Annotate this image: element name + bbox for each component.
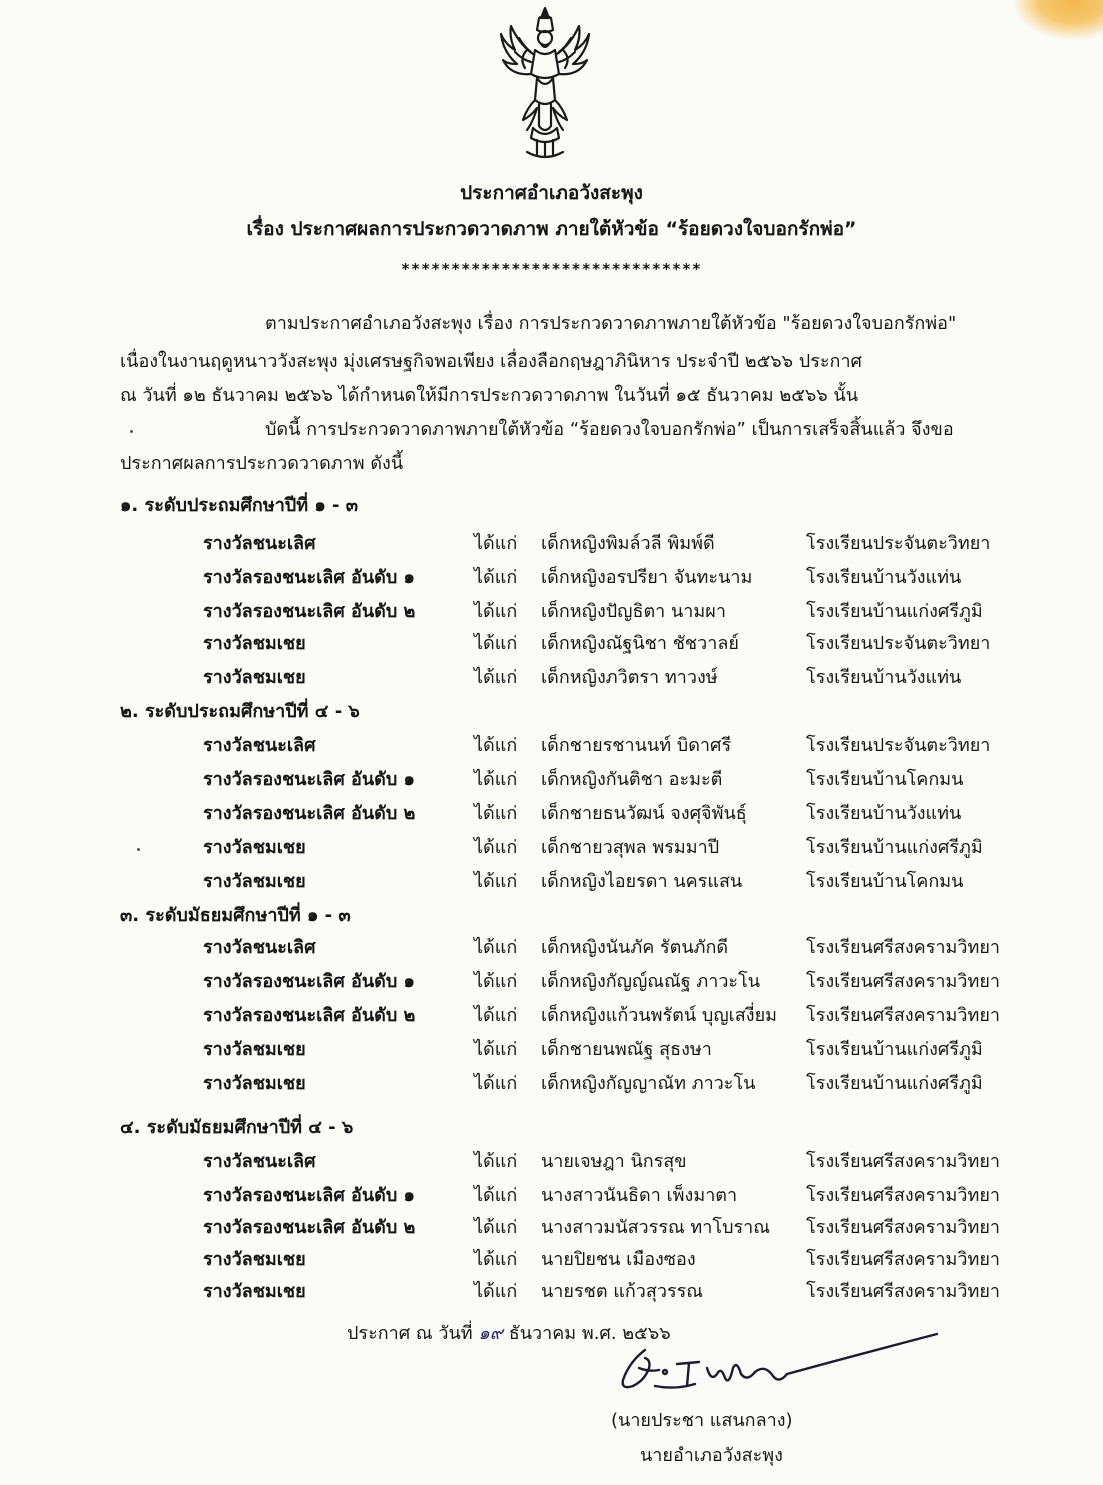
winner-name: เด็กหญิงแก้วนพรัตน์ บุญเสงี่ยม	[541, 1005, 777, 1026]
school-name: โรงเรียนบ้านแก่งศรีภูมิ	[806, 837, 983, 858]
award-label: รางวัลรองชนะเลิศ อันดับ ๑	[203, 1185, 415, 1206]
given-to-label: ได้แก่	[474, 1249, 518, 1270]
given-to-label: ได้แก่	[474, 971, 518, 992]
given-to-label: ได้แก่	[474, 837, 518, 858]
given-to-label: ได้แก่	[474, 1005, 518, 1026]
award-label: รางวัลชมเชย	[203, 1073, 306, 1094]
award-row	[0, 1068, 1103, 1098]
school-name: โรงเรียนศรีสงครามวิทยา	[806, 1217, 1000, 1238]
winner-name: เด็กหญิงกัญญ์ณณัฐ ภาวะโน	[541, 971, 761, 992]
school-name: โรงเรียนศรีสงครามวิทยา	[806, 1005, 1000, 1026]
award-label: รางวัลชนะเลิศ	[203, 1151, 316, 1172]
school-name: โรงเรียนบ้านแก่งศรีภูมิ	[806, 1039, 983, 1060]
winner-name: เด็กชายวสุพล พรมมาปี	[541, 837, 720, 858]
announcement-subject: เรื่อง ประกาศผลการประกวดวาดภาพ ภายใต้หัวข้อ “ร้อยดวงใจบอกรักพ่อ”	[246, 218, 857, 240]
winner-name: เด็กชายนพณัฐ สุธงษา	[541, 1039, 712, 1060]
given-to-label: ได้แก่	[474, 1073, 518, 1094]
school-name: โรงเรียนประจันตะวิทยา	[806, 735, 991, 756]
award-row	[0, 1244, 1103, 1274]
signer-position: นายอำเภอวังสะพุง	[640, 1445, 783, 1466]
section-heading: ๑. ระดับประถมศึกษาปีที่ ๑ - ๓	[120, 495, 359, 516]
award-label: รางวัลชมเชย	[203, 667, 306, 688]
section-heading: ๔. ระดับมัธยมศึกษาปีที่ ๔ - ๖	[120, 1117, 354, 1138]
given-to-label: ได้แก่	[474, 533, 518, 554]
scan-speck	[130, 430, 133, 433]
award-label: รางวัลรองชนะเลิศ อันดับ ๒	[203, 601, 416, 622]
given-to-label: ได้แก่	[474, 1039, 518, 1060]
signature-icon	[615, 1328, 950, 1408]
award-row	[0, 1000, 1103, 1030]
section-heading: ๓. ระดับมัธยมศึกษาปีที่ ๑ - ๓	[120, 905, 351, 926]
award-label: รางวัลรองชนะเลิศ อันดับ ๑	[203, 769, 415, 790]
given-to-label: ได้แก่	[474, 667, 518, 688]
award-label: รางวัลชนะเลิศ	[203, 735, 316, 756]
award-label: รางวัลชมเชย	[203, 837, 306, 858]
school-name: โรงเรียนศรีสงครามวิทยา	[806, 1249, 1000, 1270]
school-name: โรงเรียนประจันตะวิทยา	[806, 633, 991, 654]
given-to-label: ได้แก่	[474, 735, 518, 756]
award-label: รางวัลรองชนะเลิศ อันดับ ๒	[203, 1217, 416, 1238]
winner-name: เด็กหญิงปัญธิตา นามผา	[541, 601, 726, 622]
announce-prefix: ประกาศ ณ วันที่	[347, 1323, 473, 1344]
school-name: โรงเรียนบ้านวังแท่น	[806, 567, 962, 588]
award-row	[0, 764, 1103, 794]
winner-name: เด็กหญิงนันภัค รัตนภักดี	[541, 937, 729, 958]
winner-name: เด็กหญิงไอยรดา นครแสน	[541, 871, 743, 892]
scan-speck	[137, 848, 140, 851]
award-row	[0, 1034, 1103, 1064]
school-name: โรงเรียนศรีสงครามวิทยา	[806, 937, 1000, 958]
award-label: รางวัลชนะเลิศ	[203, 533, 316, 554]
given-to-label: ได้แก่	[474, 633, 518, 654]
given-to-label: ได้แก่	[474, 1185, 518, 1206]
award-label: รางวัลรองชนะเลิศ อันดับ ๑	[203, 971, 415, 992]
garuda-emblem-icon	[497, 4, 593, 164]
winner-name: เด็กหญิงอรปรียา จันทะนาม	[541, 567, 753, 588]
award-row	[0, 832, 1103, 862]
school-name: โรงเรียนศรีสงครามวิทยา	[806, 971, 1000, 992]
given-to-label: ได้แก่	[474, 1217, 518, 1238]
given-to-label: ได้แก่	[474, 937, 518, 958]
award-label: รางวัลชมเชย	[203, 633, 306, 654]
winner-name: นายปิยชน เมืองซอง	[541, 1249, 696, 1270]
award-row	[0, 528, 1103, 558]
award-row	[0, 1212, 1103, 1242]
school-name: โรงเรียนบ้านวังแท่น	[806, 667, 962, 688]
section-heading: ๒. ระดับประถมศึกษาปีที่ ๔ - ๖	[120, 701, 360, 722]
award-row	[0, 932, 1103, 962]
winner-name: เด็กหญิงกันติชา อะมะตี	[541, 769, 723, 790]
winner-name: เด็กชายรชานนท์ บิดาศรี	[541, 735, 732, 756]
divider-stars: ******************************	[401, 260, 702, 278]
school-name: โรงเรียนศรีสงครามวิทยา	[806, 1281, 1000, 1302]
body-para2-line1: บัดนี้ การประกวดวาดภาพภายใต้หัวข้อ “ร้อยดวงใจบอกรักพ่อ” เป็นการเสร็จสิ้นแล้ว จึงขอ	[265, 419, 954, 440]
award-label: รางวัลชมเชย	[203, 1281, 306, 1302]
winner-name: นางสาวมนัสวรรณ ทาโบราณ	[541, 1217, 770, 1238]
award-row	[0, 966, 1103, 996]
winner-name: นายรชต แก้วสุวรรณ	[541, 1281, 703, 1302]
award-row	[0, 1180, 1103, 1210]
given-to-label: ได้แก่	[474, 769, 518, 790]
given-to-label: ได้แก่	[474, 871, 518, 892]
award-label: รางวัลรองชนะเลิศ อันดับ ๑	[203, 567, 415, 588]
announce-suffix: ธันวาคม พ.ศ. ๒๕๖๖	[508, 1323, 671, 1344]
winner-name: เด็กหญิงณัฐนิชา ชัชวาลย์	[541, 633, 739, 654]
body-para1-line3: ณ วันที่ ๑๒ ธันวาคม ๒๕๖๖ ได้กำหนดให้มีการประกวดวาดภาพ ในวันที่ ๑๕ ธันวาคม ๒๕๖๖ นั้น	[120, 385, 859, 406]
school-name: โรงเรียนศรีสงครามวิทยา	[806, 1185, 1000, 1206]
winner-name: เด็กชายธนวัฒน์ จงศุจิพันธุ์	[541, 803, 747, 824]
award-row	[0, 628, 1103, 658]
award-row	[0, 1276, 1103, 1306]
award-row	[0, 562, 1103, 592]
winner-name: เด็กหญิงภวิตรา ทาวงษ์	[541, 667, 718, 688]
body-para1-line1: ตามประกาศอำเภอวังสะพุง เรื่อง การประกวดวาดภาพภายใต้หัวข้อ "ร้อยดวงใจบอกรักพ่อ"	[265, 313, 957, 334]
given-to-label: ได้แก่	[474, 1151, 518, 1172]
body-para2-line2: ประกาศผลการประกวดวาดภาพ ดังนี้	[120, 453, 404, 474]
announcement-title: ประกาศอำเภอวังสะพุง	[460, 182, 643, 204]
school-name: โรงเรียนบ้านแก่งศรีภูมิ	[806, 1073, 983, 1094]
given-to-label: ได้แก่	[474, 803, 518, 824]
body-para1-line2: เนื่องในงานฤดูหนาววังสะพุง มุ่งเศรษฐกิจพอเพียง เลื่องลือกฤษฎาภินิหาร ประจำปี ๒๕๖๖ ประกาศ	[120, 351, 862, 372]
award-label: รางวัลชมเชย	[203, 871, 306, 892]
given-to-label: ได้แก่	[474, 567, 518, 588]
winner-name: เด็กหญิงกัญญาณัท ภาวะโน	[541, 1073, 756, 1094]
award-row	[0, 662, 1103, 692]
award-row	[0, 730, 1103, 760]
winner-name: เด็กหญิงพิมล์วลี พิมพ์ดี	[541, 533, 715, 554]
given-to-label: ได้แก่	[474, 601, 518, 622]
winner-name: นางสาวนันธิดา เพ็งมาตา	[541, 1185, 738, 1206]
paper-corner-stain	[1013, 0, 1103, 40]
school-name: โรงเรียนบ้านแก่งศรีภูมิ	[806, 601, 983, 622]
school-name: โรงเรียนประจันตะวิทยา	[806, 533, 991, 554]
award-label: รางวัลรองชนะเลิศ อันดับ ๒	[203, 803, 416, 824]
award-label: รางวัลชมเชย	[203, 1039, 306, 1060]
award-label: รางวัลรองชนะเลิศ อันดับ ๒	[203, 1005, 416, 1026]
school-name: โรงเรียนศรีสงครามวิทยา	[806, 1151, 1000, 1172]
award-row	[0, 1146, 1103, 1176]
award-row	[0, 798, 1103, 828]
signer-name: (นายประชา แสนกลาง)	[611, 1410, 793, 1431]
school-name: โรงเรียนบ้านวังแท่น	[806, 803, 962, 824]
school-name: โรงเรียนบ้านโคกมน	[806, 871, 964, 892]
winner-name: นายเจษฎา นิกรสุข	[541, 1151, 687, 1172]
award-label: รางวัลชมเชย	[203, 1249, 306, 1270]
award-row	[0, 596, 1103, 626]
school-name: โรงเรียนบ้านโคกมน	[806, 769, 964, 790]
award-row	[0, 866, 1103, 896]
award-label: รางวัลชนะเลิศ	[203, 937, 316, 958]
announce-day-handwritten: ๑๙	[478, 1323, 503, 1344]
given-to-label: ได้แก่	[474, 1281, 518, 1302]
